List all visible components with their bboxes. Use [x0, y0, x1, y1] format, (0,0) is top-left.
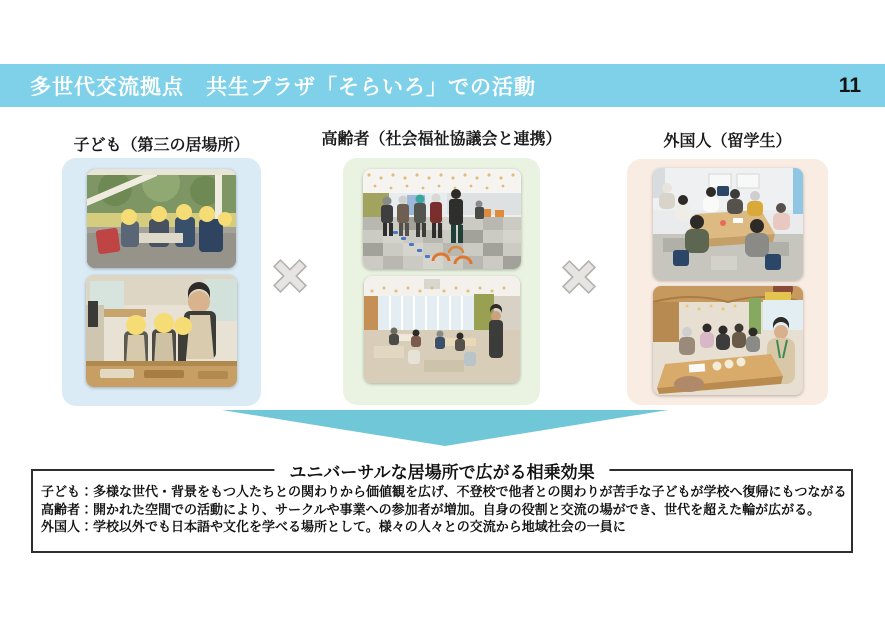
summary-line-foreigners: 外国人：学校以外でも日本語や文化を学べる場所として。様々の人々との交流から地域社会の一員に	[41, 519, 626, 534]
header-bar	[0, 64, 885, 107]
card-children	[62, 158, 261, 406]
photo-seniors-exercise	[363, 169, 521, 269]
multiply-icon	[556, 254, 602, 300]
card-foreigners	[627, 159, 828, 405]
column-label-children: 子ども（第三の居場所）	[73, 137, 250, 154]
multiply-icon	[267, 253, 313, 299]
down-arrow-icon	[222, 410, 668, 446]
summary-heading: ユニバーサルな居場所で広がる相乗効果	[274, 458, 609, 483]
photo-foreigners-lunch	[653, 286, 803, 395]
card-seniors	[343, 158, 540, 405]
photo-foreigners-table-meeting	[653, 168, 803, 280]
summary-line-seniors: 高齢者：開かれた空間での活動により、サークルや事業への参加者が増加。自身の役割と交流の場ができ、世代を超えた輪が広がる。	[41, 501, 821, 517]
summary-box	[31, 463, 853, 553]
page-title: 多世代交流拠点 共生プラザ「そらいろ」での活動	[30, 75, 536, 99]
column-label-foreigners: 外国人（留学生）	[663, 133, 792, 150]
page-number: 11	[838, 73, 861, 97]
photo-seniors-hall	[364, 276, 520, 383]
photo-children-woodworking	[86, 275, 237, 387]
column-label-seniors: 高齢者（社会福祉協議会と連携）	[321, 131, 562, 148]
summary-line-children: 子ども：多様な世代・背景をもつ人たちとの関わりから価値観を広げ、不登校で他者との関わりが苦手な子どもが学校へ復帰にもつながる	[41, 484, 847, 499]
photo-children-outdoor	[87, 169, 236, 268]
